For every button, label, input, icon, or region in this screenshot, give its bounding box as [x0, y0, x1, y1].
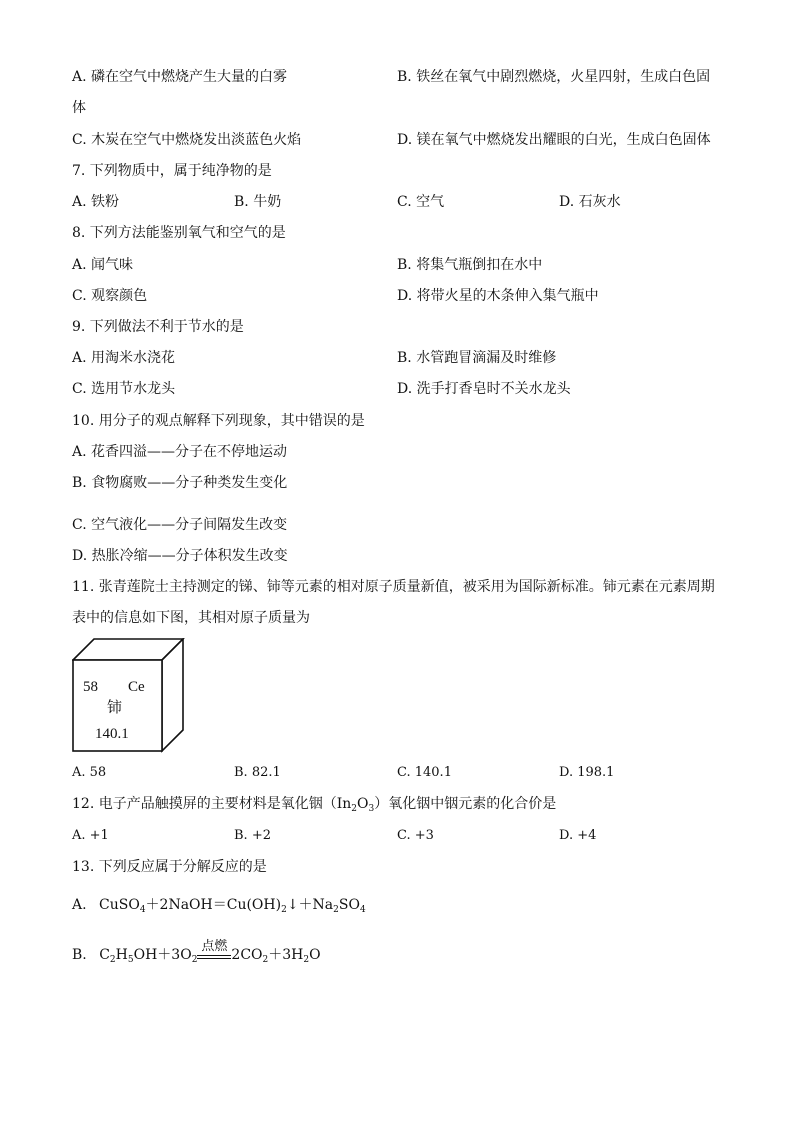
q8-option-d: D. 将带火星的木条伸入集气瓶中: [397, 288, 599, 304]
q10-option-a: A. 花香四溢——分子在不停地运动: [72, 444, 288, 460]
q6-option-c: C. 木炭在空气中燃烧发出淡蓝色火焰: [72, 132, 302, 148]
reaction-condition-label: 点燃: [201, 939, 228, 954]
q8-stem: 8. 下列方法能鉴别氧气和空气的是: [72, 225, 286, 241]
q10-option-b: B. 食物腐败——分子种类发生变化: [72, 475, 288, 491]
q12-option-c: C. +3: [397, 828, 434, 843]
q12-stem-post: ）氧化铟中铟元素的化合价是: [374, 796, 557, 812]
q8-option-c: C. 观察颜色: [72, 288, 148, 304]
q12-stem-sub1: 2: [351, 804, 357, 814]
q13-option-a-label: A.: [72, 897, 87, 913]
q12-stem: [72, 795, 556, 813]
q6-option-d: D. 镁在氧气中燃烧发出耀眼的白光，生成白色固体: [397, 132, 711, 148]
element-cell-cube-figure: [72, 638, 186, 756]
q13-option-a: [72, 896, 366, 914]
q6-option-a: A. 磷在空气中燃烧产生大量的白雾: [72, 69, 288, 85]
q12-stem-sub2: 3: [368, 804, 375, 814]
q13-option-b-label: B.: [72, 947, 87, 963]
element-atomic-number: 58: [83, 679, 98, 695]
q10-option-c: C. 空气液化——分子间隔发生改变: [72, 517, 288, 533]
element-atomic-mass: 140.1: [95, 726, 129, 742]
q9-option-a: A. 用淘米水浇花: [72, 350, 176, 366]
q9-option-b: B. 水管跑冒滴漏及时维修: [397, 350, 557, 366]
q11-stem-line2: 表中的信息如下图，其相对原子质量为: [72, 610, 310, 626]
q13-equation-b: $C_2H_5OH+3O_2$ 点燃 $2CO_2+3H_2O$: [99, 939, 321, 965]
q11-option-d: D. 198.1: [559, 765, 615, 780]
q11-option-c: C. 140.1: [397, 765, 452, 780]
cube-side-face: [162, 639, 183, 751]
q9-option-d: D. 洗手打香皂时不关水龙头: [397, 381, 571, 397]
q12-option-d: D. +4: [559, 828, 597, 843]
q10-stem: 10. 用分子的观点解释下列现象，其中错误的是: [72, 413, 365, 429]
q13-option-b: [72, 939, 321, 965]
q12-stem-pre: 12. 电子产品触摸屏的主要材料是氧化铟（In: [72, 796, 352, 812]
q6-option-b: B. 铁丝在氧气中剧烈燃烧，火星四射，生成白色固: [397, 69, 711, 85]
q8-option-b: B. 将集气瓶倒扣在水中: [397, 257, 543, 273]
q11-stem-line1: 11. 张青莲院士主持测定的锑、铈等元素的相对原子质量新值，被采用为国际新标准。铈元素在元素周期: [72, 579, 715, 595]
q11-option-b: B. 82.1: [234, 765, 281, 780]
q7-option-a: A. 铁粉: [72, 194, 120, 210]
q7-option-d: D. 石灰水: [559, 194, 621, 210]
q11-option-a: A. 58: [72, 765, 107, 780]
q13-equation-a: $CuSO_4+2NaOH=Cu(OH)_2↓+Na_2SO_4$: [99, 897, 366, 915]
q8-option-a: A. 闻气味: [72, 257, 134, 273]
q12-stem-mid: O: [357, 796, 369, 812]
q12-option-a: A. +1: [72, 828, 109, 843]
element-symbol: Ce: [128, 679, 145, 695]
reaction-condition-arrow: [197, 939, 231, 959]
q7-stem: 7. 下列物质中，属于纯净物的是: [72, 163, 272, 179]
q6-option-b-continued: 体: [72, 100, 86, 116]
q12-option-b: B. +2: [234, 828, 271, 843]
q9-stem: 9. 下列做法不利于节水的是: [72, 319, 244, 335]
q10-option-d: D. 热胀冷缩——分子体积发生改变: [72, 548, 288, 564]
q9-option-c: C. 选用节水龙头: [72, 381, 176, 397]
q7-option-b: B. 牛奶: [234, 194, 282, 210]
q13-stem: 13. 下列反应属于分解反应的是: [72, 859, 267, 875]
element-cell-cerium: [72, 638, 186, 760]
element-name: 铈: [107, 700, 123, 716]
q7-option-c: C. 空气: [397, 194, 445, 210]
